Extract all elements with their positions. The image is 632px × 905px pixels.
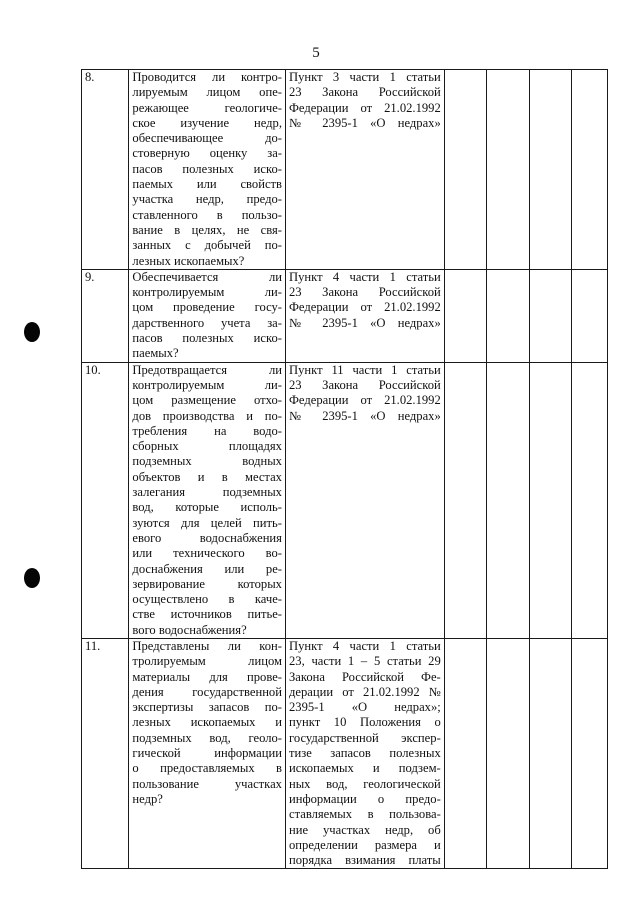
question-line: зуются для целей пить-: [132, 515, 282, 530]
question-cell: [129, 70, 286, 270]
question-line: подземных водных: [132, 454, 282, 469]
legal-reference-line: 23, части 1 – 5 статьи 29: [288, 654, 441, 669]
legal-reference-cell: [285, 362, 444, 638]
answer-cell: [529, 362, 571, 638]
question-line: лезных ископаемых?: [132, 253, 245, 268]
question-line: вание в целях, не свя-: [132, 222, 282, 237]
question-line: занных с добычей по-: [132, 238, 282, 253]
question-line: материалы для прове-: [132, 669, 282, 684]
question-line: осуществлено в каче-: [132, 592, 282, 607]
question-line: цом проведение госу-: [132, 300, 282, 315]
question-line: Предотвращается ли: [132, 362, 282, 377]
question-line: гической информации: [132, 746, 282, 761]
legal-reference-line: 2395-1 «О недрах»;: [288, 700, 441, 715]
legal-reference-line: Закона Российской Фе-: [288, 669, 441, 684]
question-line: пользование участках: [132, 776, 282, 791]
question-line: тролируемым лицом: [132, 654, 282, 669]
answer-cell: [571, 638, 607, 868]
answer-cell: [444, 70, 486, 270]
table-row: [82, 362, 608, 638]
question-line: евого водоснабжения: [132, 530, 282, 545]
legal-reference-line: Пункт 4 части 1 статьи: [288, 269, 441, 284]
legal-reference-line: государственной экспер-: [288, 730, 441, 745]
legal-reference-line: Федерации от 21.02.1992: [288, 393, 441, 408]
legal-reference-line: Федерации от 21.02.1992: [288, 300, 441, 315]
answer-cell: [486, 362, 529, 638]
question-line: зервирование которых: [132, 576, 282, 591]
question-line: недр?: [132, 791, 163, 806]
answer-cell: [444, 269, 486, 362]
question-line: паемых или свойств: [132, 177, 282, 192]
question-line: контролируемым ли-: [132, 285, 282, 300]
answer-cell: [444, 362, 486, 638]
legal-reference-line: Федерации от 21.02.1992: [288, 100, 441, 115]
table-row: [82, 269, 608, 362]
answer-cell: [486, 269, 529, 362]
legal-reference-line: Пункт 3 части 1 статьи: [288, 70, 441, 84]
legal-reference-line: пункт 10 Положения о: [288, 715, 441, 730]
binder-hole-mark: [24, 568, 40, 588]
question-line: подземных вод, геоло-: [132, 730, 282, 745]
question-line: паемых?: [132, 346, 179, 361]
question-cell: [129, 362, 286, 638]
question-line: Проводится ли контро-: [132, 70, 282, 84]
answer-cell: [486, 638, 529, 868]
question-line: о предоставляемых в: [132, 761, 282, 776]
legal-reference-line: тизе запасов полезных: [288, 746, 441, 761]
legal-reference-line: порядка взимания платы: [288, 853, 441, 868]
legal-reference-line: 23 Закона Российской: [288, 285, 441, 300]
question-line: дарственного учета за-: [132, 315, 282, 330]
question-line: лезных ископаемых и: [132, 715, 282, 730]
question-line: дения государственной: [132, 684, 282, 699]
question-line: обеспечивающее до-: [132, 131, 282, 146]
question-line: дов производства и по-: [132, 408, 282, 423]
question-line: лируемым лицом опе-: [132, 85, 282, 100]
legal-reference-line: 23 Закона Российской: [288, 377, 441, 392]
legal-reference-line: Пункт 4 части 1 статьи: [288, 638, 441, 653]
legal-reference-line: № 2395-1 «О недрах»: [288, 115, 441, 130]
question-line: объектов и в местах: [132, 469, 282, 484]
item-number: 8.: [82, 70, 129, 270]
question-line: доснабжения или ре-: [132, 561, 282, 576]
legal-reference-line: дерации от 21.02.1992 №: [288, 684, 441, 699]
answer-cell: [444, 638, 486, 868]
answer-cell: [571, 70, 607, 270]
item-number: 11.: [82, 638, 129, 868]
legal-reference-cell: [285, 638, 444, 868]
legal-reference-line: информации о предо-: [288, 791, 441, 806]
legal-reference-line: № 2395-1 «О недрах»: [288, 408, 441, 423]
question-line: стве источников питье-: [132, 607, 282, 622]
question-line: или технического во-: [132, 546, 282, 561]
question-line: пасов полезных иско-: [132, 161, 282, 176]
question-line: залегания подземных: [132, 485, 282, 500]
checklist-table: [81, 69, 608, 869]
question-line: ское изучение недр,: [132, 115, 282, 130]
legal-reference-cell: [285, 70, 444, 270]
legal-reference-line: ставляемых в пользова-: [288, 807, 441, 822]
question-cell: [129, 638, 286, 868]
question-line: экспертизы запасов по-: [132, 700, 282, 715]
table-row: [82, 70, 608, 270]
legal-reference-line: ных вод, геологической: [288, 776, 441, 791]
item-number: 9.: [82, 269, 129, 362]
legal-reference-line: ископаемых и подзем-: [288, 761, 441, 776]
question-line: режающее геологиче-: [132, 100, 282, 115]
question-line: сборных площадях: [132, 439, 282, 454]
question-line: требления на водо-: [132, 423, 282, 438]
legal-reference-line: № 2395-1 «О недрах»: [288, 315, 441, 330]
question-line: участка недр, предо-: [132, 192, 282, 207]
legal-reference-line: определении размера и: [288, 837, 441, 852]
binder-hole-mark: [24, 322, 40, 342]
legal-reference-line: 23 Закона Российской: [288, 85, 441, 100]
answer-cell: [571, 269, 607, 362]
question-line: вод, которые исполь-: [132, 500, 282, 515]
question-line: ставленного в пользо-: [132, 207, 282, 222]
answer-cell: [529, 70, 571, 270]
item-number: 10.: [82, 362, 129, 638]
answer-cell: [571, 362, 607, 638]
question-cell: [129, 269, 286, 362]
table-row: [82, 638, 608, 868]
legal-reference-line: Пункт 11 части 1 статьи: [288, 362, 441, 377]
answer-cell: [529, 638, 571, 868]
question-line: цом размещение отхо-: [132, 393, 282, 408]
question-line: Представлены ли кон-: [132, 638, 282, 653]
question-line: контролируемым ли-: [132, 377, 282, 392]
page-number: 5: [312, 45, 320, 61]
answer-cell: [486, 70, 529, 270]
legal-reference-line: ние участках недр, об: [288, 822, 441, 837]
legal-reference-cell: [285, 269, 444, 362]
question-line: стоверную оценку за-: [132, 146, 282, 161]
answer-cell: [529, 269, 571, 362]
question-line: Обеспечивается ли: [132, 269, 282, 284]
question-line: вого водоснабжения?: [132, 622, 247, 637]
question-line: пасов полезных иско-: [132, 331, 282, 346]
